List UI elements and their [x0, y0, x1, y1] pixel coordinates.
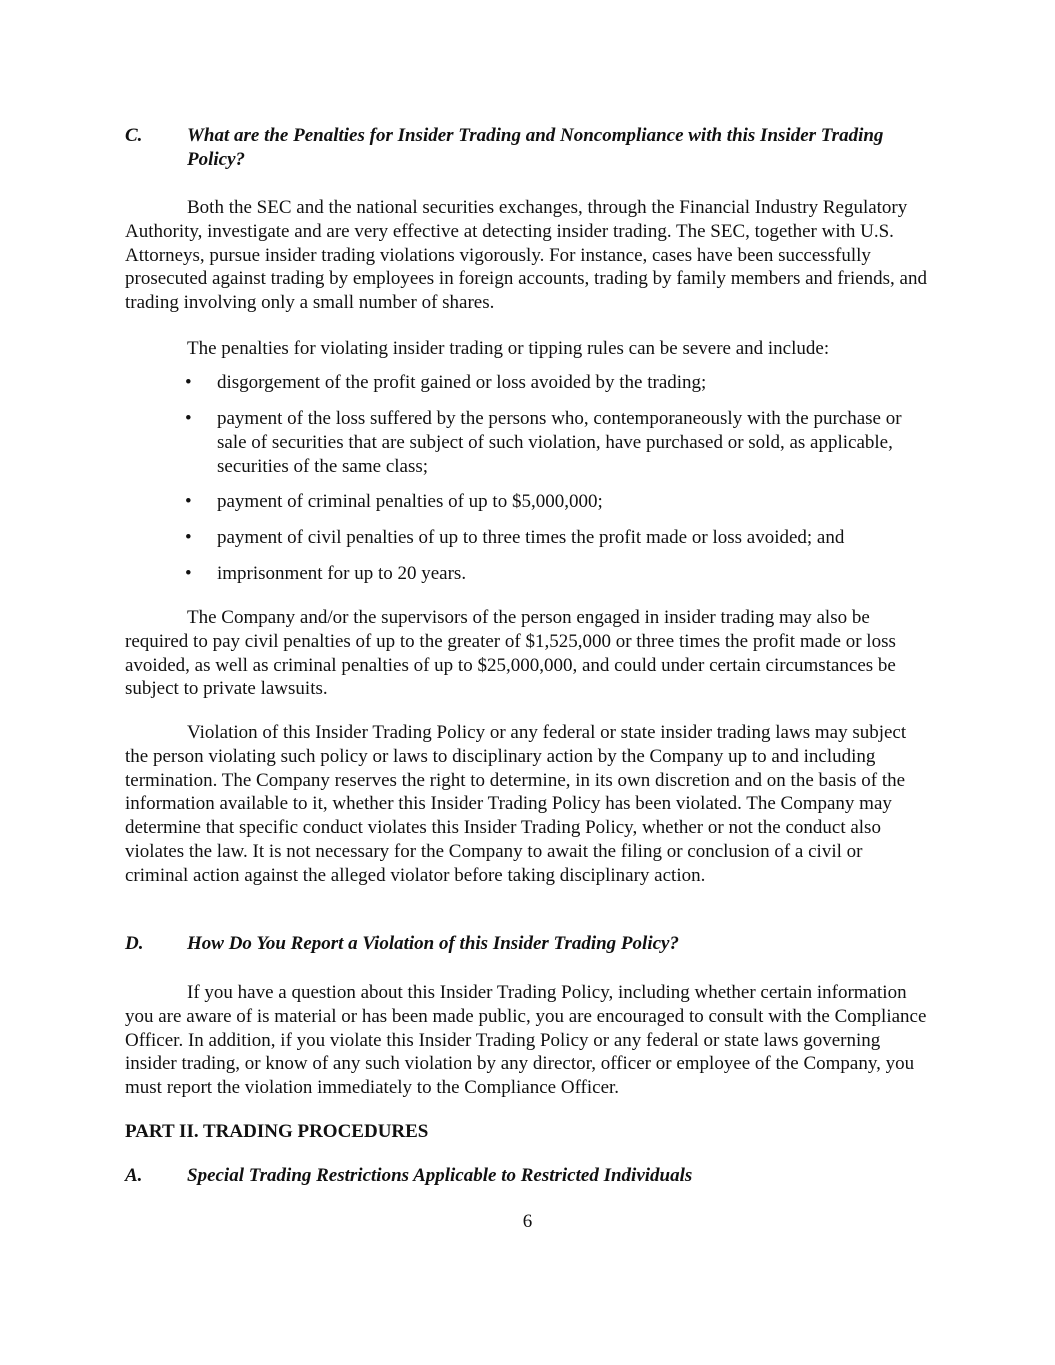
bullet-marker: •	[185, 563, 192, 584]
section-d-number: D.	[125, 933, 144, 954]
section-c-title: What are the Penalties for Insider Trading and Noncompliance with this Insider Trading Policy?	[187, 125, 884, 170]
section-a-number: A.	[125, 1165, 143, 1186]
section-c-number: C.	[125, 125, 143, 146]
paragraph-policy-violation: Violation of this Insider Trading Policy or any federal or state insider trading laws may subject the person violating such policy or laws to disciplinary action by the Company up to and including termination. The Company reserves the right to determine, in its own discretion and on the basis of the information available to it, whether this Insider Trading Policy has been violated. The Company may determine that specific conduct violates this Insider Trading Policy, whether or not the conduct also violates the law. It is not necessary for the Company to await the filing or conclusion of a civil or criminal action against the alleged violator before taking disciplinary action.	[125, 722, 907, 886]
page-number: 6	[522, 1211, 533, 1232]
list-item-text: payment of civil penalties of up to three times the profit made or loss avoided; and	[217, 527, 845, 548]
bullet-marker: •	[185, 408, 192, 429]
list-item-text: disgorgement of the profit gained or loss avoided by the trading;	[217, 372, 707, 393]
list-item	[185, 490, 915, 514]
section-d-heading	[125, 932, 928, 956]
list-item	[185, 371, 915, 395]
part-ii-title: PART II. TRADING PROCEDURES	[125, 1121, 429, 1142]
bullet-marker: •	[185, 372, 192, 393]
list-item-text: imprisonment for up to 20 years.	[217, 563, 467, 584]
section-a-heading	[125, 1164, 928, 1188]
paragraph-penalties-intro: The penalties for violating insider trading or tipping rules can be severe and include:	[187, 338, 830, 359]
bullet-marker: •	[185, 527, 192, 548]
paragraph-reporting: If you have a question about this Insider Trading Policy, including whether certain information you are aware of is material or has been made public, you are encouraged to consult with the Compliance Officer. In addition, if you violate this Insider Trading Policy or any federal or state laws governing insider trading, or know of any such violation by any director, officer or employee of the Company, you must report the violation immediately to the Compliance Officer.	[125, 982, 927, 1099]
paragraph-detection: Both the SEC and the national securities exchanges, through the Financial Industry Regulatory Authority, investigate and are very effective at detecting insider trading. The SEC, together with U.S. Attorneys, pursue insider trading violations vigorously. For instance, cases have been successfully prosecuted against trading by employees in foreign accounts, trading by family members and friends, and trading involving only a small number of shares.	[125, 197, 927, 314]
list-item-text: payment of criminal penalties of up to $5,000,000;	[217, 491, 603, 512]
list-item	[185, 562, 915, 586]
list-item-text: payment of the loss suffered by the persons who, contemporaneously with the purchase or sale of securities that are subject of such violation, have purchased or sold, as applicable, securities of the same class;	[217, 408, 902, 477]
list-item	[185, 407, 915, 478]
section-a-title: Special Trading Restrictions Applicable to Restricted Individuals	[187, 1165, 693, 1186]
section-c-heading	[125, 124, 928, 172]
list-item	[185, 526, 915, 550]
section-d-title: How Do You Report a Violation of this Insider Trading Policy?	[187, 933, 679, 954]
bullet-marker: •	[185, 491, 192, 512]
paragraph-company-liability: The Company and/or the supervisors of the person engaged in insider trading may also be required to pay civil penalties of up to the greater of $1,525,000 or three times the profit made or loss avoided, as well as criminal penalties of up to $25,000,000, and could under certain circumstances be subject to private lawsuits.	[125, 607, 896, 700]
